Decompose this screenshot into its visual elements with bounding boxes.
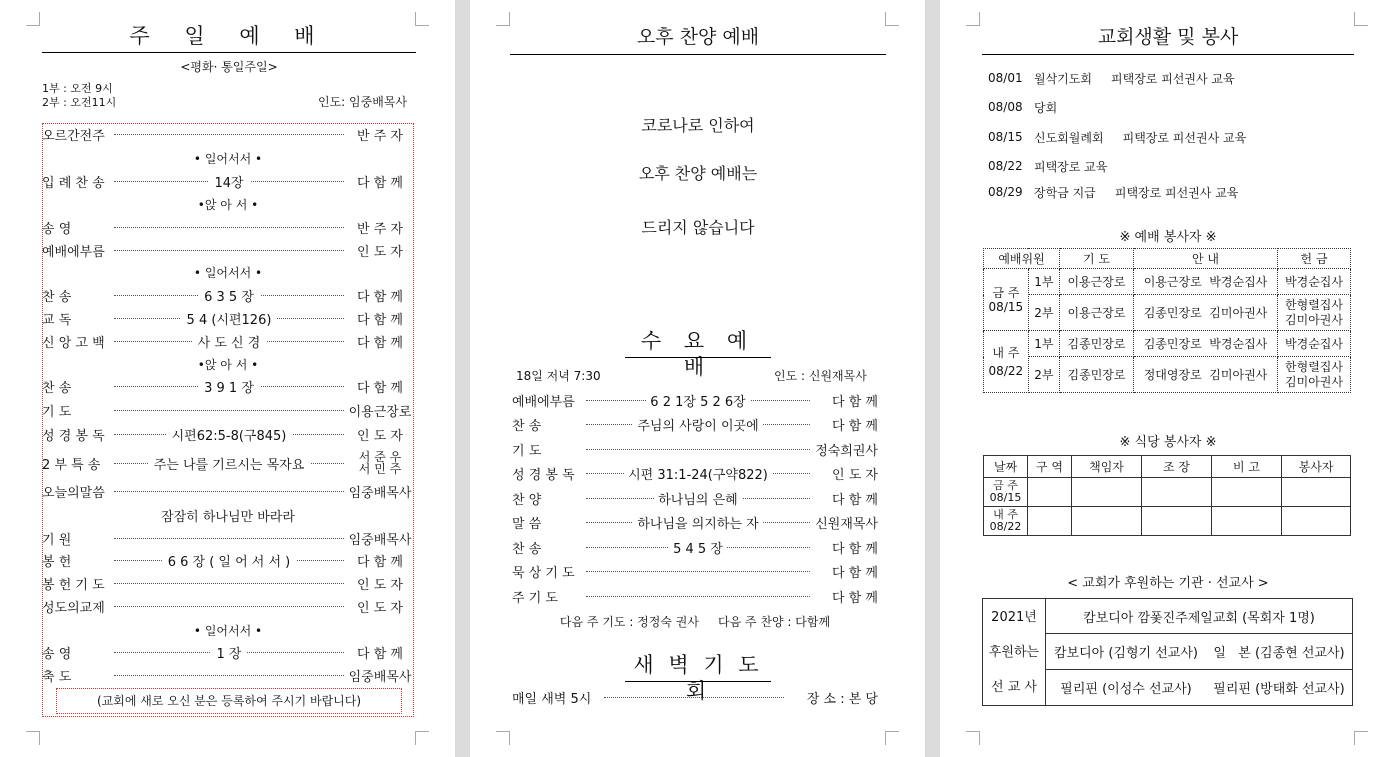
notice-line: 드리지 않습니다 — [641, 218, 755, 237]
order-row: 기 도 이용근장로 — [42, 404, 412, 420]
order-row: 성 경 봉 독 시편62:5-8(구845) 인 도 자 — [42, 423, 414, 445]
order-row: 기 도 정숙희권사 — [512, 443, 878, 459]
order-row: 성도의교제 인 도 자 — [42, 600, 403, 616]
notice-line: 코로나로 인하여 — [641, 116, 755, 135]
event-item: 08/08 당회 — [988, 100, 1058, 115]
wednesday-leader: 인도 : 신원재목사 — [774, 369, 867, 383]
event-item: 08/29 장학금 지급 피택장로 피선권사 교육 — [988, 185, 1239, 200]
crop-mark — [966, 731, 980, 745]
event-item: 08/22 피택장로 교육 — [988, 159, 1108, 174]
sit-note: •앉 아 서 • — [197, 358, 259, 372]
worship-volunteers-title: ※ 예배 봉사자 ※ — [1119, 230, 1217, 245]
page-title: 주 일 예 배 — [129, 24, 329, 48]
service-time-1: 1부 : 오전 9시 — [42, 82, 113, 95]
kitchen-volunteers-table: 날짜 구 역 책임자 조 장 비 고 봉사자 금 주 08/15 내 주 08/22 — [983, 455, 1351, 536]
subtitle: <평화· 통일주일> — [180, 60, 278, 74]
order-row: 교 독 5 4 (시편126) 다 함 께 — [42, 307, 414, 329]
notice-line: 오후 찬양 예배는 — [638, 164, 758, 183]
crop-mark — [885, 12, 899, 26]
order-row: 기 원 임중배목사 — [42, 532, 412, 548]
crop-mark — [496, 12, 510, 26]
stand-note: • 일어서서 • — [193, 152, 263, 166]
order-row: 찬 송 6 3 5 장 다 함 께 — [42, 284, 414, 306]
missions-table: 2021년 후원하는 선 교 사 캄보디아 깜퐃진주제일교회 (목회자 1명) 캄보디아 (김형기 선교사) 일 본 (김종현 선교사) 필리핀 (이성수 선교사) 필리핀 (방태화 선교사) — [982, 598, 1353, 706]
title-rule — [625, 681, 771, 682]
order-row: 축 도 임중배목사 — [42, 669, 412, 685]
kitchen-volunteers-title: ※ 식당 봉사자 ※ — [1119, 435, 1217, 450]
order-row: 신 앙 고 백 사 도 신 경 다 함 께 — [42, 330, 414, 352]
order-row: 찬 송 주님의 사랑이 이곳에 다 함 께 — [512, 413, 878, 435]
title-rule — [510, 54, 886, 55]
crop-mark — [1354, 731, 1368, 745]
order-row: 찬 송 5 4 5 장 다 함 께 — [512, 536, 878, 558]
dawn-row: 매일 새벽 5시 장 소 : 본 당 — [512, 691, 878, 707]
event-item: 08/01 월삭기도회 피택장로 피선권사 교육 — [988, 71, 1235, 86]
worship-volunteers-table: 예배위원 기 도 안 내 헌 금 금 주 08/15 1부 이용근장로 이용근장로 박경순집사 박경순집사 2부 이용근장로 김종민장로 김미아권사 한형렬집사 김미아권사 내 주 08/22 1부 김종민장로 김종민장로 박경순집사 박경순집사 2부 김종민장로 정대영장로 김미아권사 한형렬집사 김미아권사 — [983, 248, 1351, 393]
title-rule — [625, 357, 771, 358]
missions-title: < 교회가 후원하는 기관 · 선교사 > — [1067, 576, 1269, 591]
leader: 인도: 임중배목사 — [318, 95, 408, 109]
order-row: 묵 상 기 도 다 함 께 — [512, 565, 878, 581]
order-row: 입 례 찬 송 14장 다 함 께 — [42, 170, 414, 192]
title-rule — [982, 54, 1354, 55]
next-week-note: 다음 주 기도 : 정정숙 권사 다음 주 찬양 : 다함께 — [559, 615, 831, 629]
order-row: 송 영 반 주 자 — [42, 221, 403, 237]
crop-mark — [26, 12, 40, 26]
title-rule — [42, 52, 416, 53]
crop-mark — [415, 731, 429, 745]
order-row: 예배에부름 6 2 1장 5 2 6장 다 함 께 — [512, 389, 878, 411]
stand-note: • 일어서서 • — [193, 266, 263, 280]
order-row: 오르간전주 반 주 자 — [42, 128, 403, 144]
order-row: 2 부 특 송 주는 나를 기르시는 목자요 서 준 우 서 민 주 — [42, 450, 402, 476]
order-row: 말 씀 하나님을 의지하는 자 신원재목사 — [512, 511, 878, 533]
stand-note: • 일어서서 • — [193, 624, 263, 638]
order-row: 송 영 1 장 다 함 께 — [42, 641, 414, 663]
afternoon-title: 오후 찬양 예배 — [636, 26, 760, 48]
wednesday-time: 18일 저녁 7:30 — [516, 369, 601, 383]
crop-mark — [885, 731, 899, 745]
order-row: 봉 헌 기 도 인 도 자 — [42, 577, 403, 593]
crop-mark — [496, 731, 510, 745]
order-row: 봉 헌 6 6 장 ( 일 어 서 서 ) 다 함 께 — [42, 549, 414, 571]
dawn-title: 새 벽 기 도 회 — [633, 653, 763, 703]
crop-mark — [1354, 12, 1368, 26]
order-row: 예배에부름 인 도 자 — [42, 244, 403, 260]
sit-note: •앉 아 서 • — [197, 198, 259, 212]
crop-mark — [966, 12, 980, 26]
sermon-title: 잠잠히 하나님만 바라라 — [161, 510, 295, 525]
event-item: 08/15 신도회월례회 피택장로 피선권사 교육 — [988, 130, 1247, 145]
crop-mark — [415, 12, 429, 26]
order-row: 성 경 봉 독 시편 31:1-24(구약822) 인 도 자 — [512, 462, 878, 484]
order-row: 오늘의말씀 임중배목사 — [42, 485, 412, 501]
order-row: 찬 송 3 9 1 장 다 함 께 — [42, 375, 414, 397]
crop-mark — [26, 731, 40, 745]
order-row: 찬 양 하나님의 은혜 다 함 께 — [512, 487, 878, 509]
service-time-2: 2부 : 오전11시 — [42, 96, 117, 109]
welcome-note: (교회에 새로 오신 분은 등록하여 주시기 바랍니다) — [56, 688, 402, 714]
church-life-title: 교회생활 및 봉사 — [1097, 26, 1239, 48]
wednesday-title: 수 요 예 배 — [640, 329, 756, 379]
order-row: 주 기 도 다 함 께 — [512, 590, 878, 606]
